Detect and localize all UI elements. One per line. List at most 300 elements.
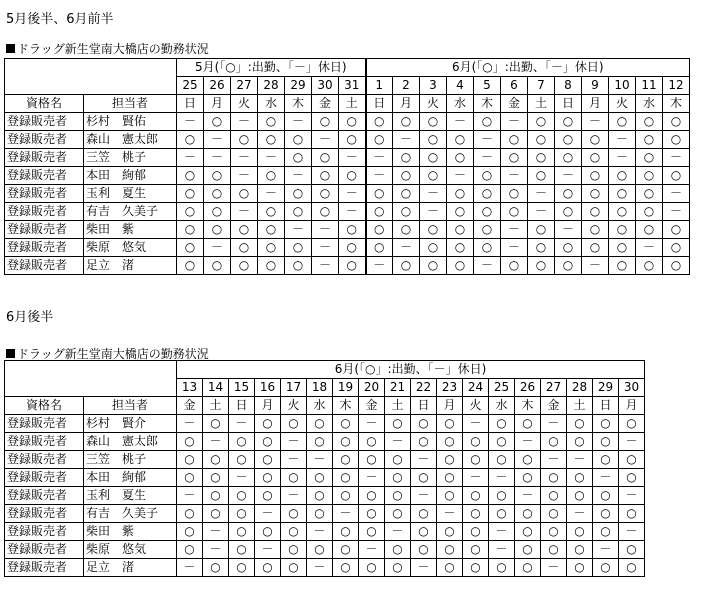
attendance-cell: － <box>285 167 312 185</box>
staff-name-cell: 柴原 悠気 <box>84 541 177 559</box>
attendance-cell: ○ <box>437 523 463 541</box>
attendance-cell: ○ <box>593 415 619 433</box>
date-cell: 4 <box>447 77 474 95</box>
attendance-cell: － <box>203 541 229 559</box>
attendance-cell: － <box>619 433 645 451</box>
attendance-cell: － <box>609 149 636 167</box>
attendance-cell: ○ <box>177 541 203 559</box>
weekday-cell: 木 <box>285 95 312 113</box>
attendance-cell: － <box>515 433 541 451</box>
attendance-cell: － <box>177 487 203 505</box>
date-cell: 9 <box>582 77 609 95</box>
attendance-cell: ○ <box>463 541 489 559</box>
date-cell: 30 <box>312 77 339 95</box>
date-cell: 17 <box>281 379 307 397</box>
column-header-person: 担当者 <box>84 95 177 113</box>
attendance-cell: ○ <box>474 239 501 257</box>
attendance-cell: ○ <box>501 149 528 167</box>
attendance-cell: ○ <box>177 433 203 451</box>
date-cell: 30 <box>619 379 645 397</box>
attendance-cell: － <box>385 523 411 541</box>
attendance-cell: － <box>359 469 385 487</box>
staff-row <box>5 415 645 433</box>
date-cell: 11 <box>636 77 663 95</box>
attendance-cell: ○ <box>474 185 501 203</box>
attendance-cell: － <box>501 167 528 185</box>
attendance-cell: ○ <box>366 185 393 203</box>
weekday-cell: 金 <box>177 397 203 415</box>
attendance-cell: － <box>204 149 231 167</box>
attendance-cell: ○ <box>489 505 515 523</box>
attendance-cell: － <box>285 113 312 131</box>
attendance-cell: ○ <box>231 257 258 275</box>
attendance-cell: ○ <box>393 257 420 275</box>
attendance-cell: － <box>411 559 437 577</box>
attendance-cell: ○ <box>385 469 411 487</box>
weekday-cell: 日 <box>177 95 204 113</box>
attendance-cell: ○ <box>474 113 501 131</box>
attendance-cell: － <box>231 149 258 167</box>
attendance-cell: － <box>567 451 593 469</box>
attendance-cell: ○ <box>489 415 515 433</box>
attendance-cell: ○ <box>307 433 333 451</box>
attendance-cell: － <box>636 239 663 257</box>
attendance-cell: ○ <box>255 433 281 451</box>
attendance-cell: － <box>333 505 359 523</box>
date-cell: 26 <box>204 77 231 95</box>
attendance-cell: － <box>447 167 474 185</box>
attendance-cell: － <box>501 221 528 239</box>
qualification-cell: 登録販売者 <box>5 415 84 433</box>
date-cell: 19 <box>333 379 359 397</box>
attendance-cell: ○ <box>339 257 366 275</box>
date-cell: 28 <box>567 379 593 397</box>
attendance-cell: ○ <box>231 131 258 149</box>
attendance-cell: ○ <box>437 487 463 505</box>
attendance-cell: ○ <box>463 523 489 541</box>
header-blank <box>5 361 177 397</box>
date-cell: 27 <box>541 379 567 397</box>
attendance-cell: ○ <box>541 505 567 523</box>
attendance-cell: ○ <box>312 203 339 221</box>
attendance-cell: － <box>663 203 690 221</box>
weekday-cell: 月 <box>204 95 231 113</box>
attendance-cell: ○ <box>447 185 474 203</box>
attendance-cell: ○ <box>359 433 385 451</box>
attendance-cell: ○ <box>411 415 437 433</box>
attendance-cell: － <box>609 131 636 149</box>
attendance-cell: ○ <box>281 523 307 541</box>
attendance-cell: ○ <box>501 203 528 221</box>
staff-name-cell: 本田 絢郁 <box>84 167 177 185</box>
qualification-cell: 登録販売者 <box>5 185 84 203</box>
attendance-cell: － <box>312 221 339 239</box>
attendance-cell: ○ <box>258 257 285 275</box>
qualification-cell: 登録販売者 <box>5 149 84 167</box>
attendance-cell: ○ <box>333 559 359 577</box>
attendance-cell: ○ <box>204 167 231 185</box>
attendance-cell: ○ <box>528 167 555 185</box>
attendance-cell: ○ <box>582 221 609 239</box>
weekday-cell: 金 <box>541 397 567 415</box>
staff-name-cell: 杉村 賢介 <box>84 415 177 433</box>
attendance-cell: ○ <box>229 541 255 559</box>
weekday-cell: 火 <box>463 397 489 415</box>
attendance-cell: － <box>231 167 258 185</box>
attendance-cell: ○ <box>307 505 333 523</box>
date-cell: 29 <box>593 379 619 397</box>
attendance-cell: ○ <box>567 559 593 577</box>
attendance-cell: － <box>489 469 515 487</box>
attendance-cell: ○ <box>204 203 231 221</box>
attendance-cell: ○ <box>663 131 690 149</box>
attendance-cell: ○ <box>177 239 204 257</box>
attendance-cell: ○ <box>463 487 489 505</box>
attendance-cell: ○ <box>393 113 420 131</box>
attendance-cell: ○ <box>229 523 255 541</box>
qualification-cell: 登録販売者 <box>5 221 84 239</box>
attendance-cell: － <box>541 559 567 577</box>
attendance-cell: ○ <box>515 451 541 469</box>
attendance-cell: ○ <box>437 559 463 577</box>
attendance-cell: － <box>411 451 437 469</box>
attendance-cell: － <box>312 131 339 149</box>
header-blank <box>5 59 177 95</box>
attendance-cell: － <box>582 257 609 275</box>
staff-row <box>5 505 645 523</box>
attendance-cell: ○ <box>474 167 501 185</box>
weekday-cell: 水 <box>636 95 663 113</box>
attendance-cell: ○ <box>366 131 393 149</box>
attendance-cell: ○ <box>229 487 255 505</box>
weekday-cell: 金 <box>312 95 339 113</box>
staff-name-cell: 柴田 紫 <box>84 221 177 239</box>
attendance-cell: ○ <box>528 113 555 131</box>
month-header-row <box>5 361 645 379</box>
attendance-cell: ○ <box>555 257 582 275</box>
attendance-cell: － <box>393 239 420 257</box>
attendance-cell: － <box>593 541 619 559</box>
attendance-cell: ○ <box>203 469 229 487</box>
attendance-cell: － <box>515 487 541 505</box>
attendance-cell: ○ <box>501 185 528 203</box>
attendance-cell: ○ <box>231 221 258 239</box>
attendance-cell: － <box>541 415 567 433</box>
attendance-cell: ○ <box>447 239 474 257</box>
attendance-cell: ○ <box>281 541 307 559</box>
attendance-cell: ○ <box>619 451 645 469</box>
attendance-cell: － <box>420 185 447 203</box>
date-cell: 31 <box>339 77 366 95</box>
attendance-cell: － <box>307 559 333 577</box>
attendance-cell: ○ <box>463 451 489 469</box>
date-cell: 3 <box>420 77 447 95</box>
qualification-cell: 登録販売者 <box>5 167 84 185</box>
attendance-cell: ○ <box>463 433 489 451</box>
section1-store-name: ドラッグ新生堂南大橋店の勤務状況 <box>17 42 209 56</box>
attendance-cell: － <box>281 487 307 505</box>
attendance-cell: ○ <box>285 257 312 275</box>
attendance-cell: － <box>203 523 229 541</box>
attendance-cell: － <box>463 469 489 487</box>
qualification-cell: 登録販売者 <box>5 505 84 523</box>
attendance-cell: － <box>255 541 281 559</box>
weekday-cell: 日 <box>593 397 619 415</box>
attendance-cell: － <box>312 257 339 275</box>
weekday-row <box>5 95 690 113</box>
attendance-cell: ○ <box>593 451 619 469</box>
attendance-cell: － <box>663 149 690 167</box>
attendance-cell: ○ <box>333 487 359 505</box>
attendance-cell: ○ <box>359 559 385 577</box>
attendance-cell: ○ <box>489 559 515 577</box>
attendance-cell: － <box>593 469 619 487</box>
attendance-cell: ○ <box>307 541 333 559</box>
staff-row <box>5 221 690 239</box>
attendance-cell: ○ <box>411 433 437 451</box>
attendance-cell: ○ <box>582 239 609 257</box>
attendance-cell: ○ <box>501 131 528 149</box>
date-cell: 16 <box>255 379 281 397</box>
attendance-cell: ○ <box>567 541 593 559</box>
attendance-cell: － <box>229 469 255 487</box>
attendance-cell: ○ <box>177 505 203 523</box>
attendance-cell: ○ <box>528 131 555 149</box>
qualification-cell: 登録販売者 <box>5 257 84 275</box>
date-cell: 7 <box>528 77 555 95</box>
attendance-cell: － <box>555 221 582 239</box>
date-cell: 14 <box>203 379 229 397</box>
attendance-cell: ○ <box>515 559 541 577</box>
attendance-cell: ○ <box>567 469 593 487</box>
attendance-cell: ○ <box>515 469 541 487</box>
attendance-cell: ○ <box>474 221 501 239</box>
attendance-cell: ○ <box>333 451 359 469</box>
attendance-cell: － <box>437 505 463 523</box>
attendance-cell: ○ <box>582 149 609 167</box>
date-cell: 25 <box>177 77 204 95</box>
attendance-cell: ○ <box>447 203 474 221</box>
date-cell: 5 <box>474 77 501 95</box>
attendance-cell: ○ <box>609 113 636 131</box>
month-header: 6月(「○」:出勤、「－」休日) <box>366 59 690 77</box>
attendance-cell: － <box>474 257 501 275</box>
attendance-cell: － <box>229 415 255 433</box>
attendance-cell: ○ <box>609 239 636 257</box>
weekday-cell: 金 <box>501 95 528 113</box>
attendance-cell: ○ <box>555 239 582 257</box>
attendance-cell: ○ <box>447 221 474 239</box>
attendance-cell: ○ <box>636 221 663 239</box>
attendance-cell: ○ <box>593 433 619 451</box>
attendance-cell: ○ <box>528 149 555 167</box>
attendance-cell: ○ <box>359 523 385 541</box>
column-header-qualification: 資格名 <box>5 397 84 415</box>
attendance-cell: － <box>258 185 285 203</box>
date-cell: 28 <box>258 77 285 95</box>
attendance-cell: ○ <box>255 523 281 541</box>
attendance-cell: ○ <box>203 505 229 523</box>
weekday-cell: 火 <box>231 95 258 113</box>
attendance-cell: ○ <box>555 113 582 131</box>
attendance-cell: ○ <box>312 185 339 203</box>
attendance-cell: ○ <box>339 239 366 257</box>
attendance-cell: ○ <box>255 415 281 433</box>
attendance-cell: － <box>463 415 489 433</box>
attendance-cell: － <box>339 203 366 221</box>
weekday-cell: 火 <box>420 95 447 113</box>
bullet-square-icon <box>6 349 15 358</box>
attendance-cell: ○ <box>609 221 636 239</box>
staff-row <box>5 149 690 167</box>
staff-name-cell: 森山 憲太郎 <box>84 131 177 149</box>
weekday-cell: 日 <box>411 397 437 415</box>
weekday-cell: 水 <box>307 397 333 415</box>
weekday-cell: 月 <box>393 95 420 113</box>
date-cell: 12 <box>663 77 690 95</box>
attendance-cell: ○ <box>619 505 645 523</box>
attendance-cell: ○ <box>619 559 645 577</box>
date-cell: 26 <box>515 379 541 397</box>
qualification-cell: 登録販売者 <box>5 131 84 149</box>
attendance-cell: － <box>582 113 609 131</box>
attendance-cell: － <box>474 149 501 167</box>
attendance-cell: ○ <box>447 131 474 149</box>
attendance-cell: － <box>411 487 437 505</box>
weekday-row <box>5 397 645 415</box>
attendance-cell: ○ <box>177 257 204 275</box>
attendance-cell: ○ <box>203 415 229 433</box>
attendance-cell: － <box>567 505 593 523</box>
bullet-square-icon <box>6 44 15 53</box>
attendance-cell: － <box>255 505 281 523</box>
attendance-cell: ○ <box>333 469 359 487</box>
attendance-cell: － <box>663 185 690 203</box>
section1-store-title <box>6 40 209 57</box>
attendance-cell: ○ <box>593 523 619 541</box>
attendance-cell: ○ <box>231 185 258 203</box>
attendance-cell: － <box>177 559 203 577</box>
attendance-cell: ○ <box>281 415 307 433</box>
attendance-cell: ○ <box>203 451 229 469</box>
date-cell: 10 <box>609 77 636 95</box>
month-header: 6月(「○」:出勤、「－」休日) <box>177 361 645 379</box>
attendance-cell: ○ <box>663 113 690 131</box>
attendance-cell: － <box>501 113 528 131</box>
staff-row <box>5 257 690 275</box>
staff-name-cell: 玉利 夏生 <box>84 185 177 203</box>
attendance-cell: ○ <box>489 451 515 469</box>
attendance-cell: ○ <box>229 451 255 469</box>
attendance-cell: ○ <box>393 167 420 185</box>
attendance-cell: ○ <box>528 221 555 239</box>
attendance-cell: ○ <box>255 559 281 577</box>
attendance-cell: ○ <box>366 221 393 239</box>
attendance-cell: ○ <box>204 221 231 239</box>
attendance-cell: － <box>204 131 231 149</box>
attendance-cell: － <box>177 149 204 167</box>
attendance-cell: ○ <box>177 131 204 149</box>
attendance-cell: ○ <box>609 167 636 185</box>
attendance-cell: ○ <box>411 523 437 541</box>
attendance-cell: － <box>359 415 385 433</box>
attendance-cell: ○ <box>229 433 255 451</box>
date-cell: 2 <box>393 77 420 95</box>
attendance-cell: － <box>339 149 366 167</box>
attendance-cell: ○ <box>515 415 541 433</box>
section2-schedule-table <box>4 360 645 577</box>
attendance-cell: ○ <box>437 541 463 559</box>
attendance-cell: ○ <box>541 469 567 487</box>
attendance-cell: － <box>474 131 501 149</box>
qualification-cell: 登録販売者 <box>5 203 84 221</box>
date-cell: 1 <box>366 77 393 95</box>
attendance-cell: － <box>420 203 447 221</box>
attendance-cell: ○ <box>258 239 285 257</box>
date-cell: 24 <box>463 379 489 397</box>
date-cell: 25 <box>489 379 515 397</box>
attendance-cell: ○ <box>567 487 593 505</box>
section1-schedule-table <box>4 58 690 275</box>
staff-row <box>5 559 645 577</box>
attendance-cell: － <box>385 433 411 451</box>
attendance-cell: ○ <box>474 203 501 221</box>
attendance-cell: ○ <box>255 487 281 505</box>
date-cell: 27 <box>231 77 258 95</box>
attendance-cell: － <box>177 113 204 131</box>
attendance-cell: ○ <box>437 415 463 433</box>
weekday-cell: 土 <box>339 95 366 113</box>
attendance-cell: ○ <box>555 131 582 149</box>
attendance-cell: － <box>366 257 393 275</box>
attendance-cell: － <box>528 185 555 203</box>
attendance-cell: ○ <box>420 113 447 131</box>
attendance-cell: ○ <box>582 131 609 149</box>
attendance-cell: ○ <box>411 469 437 487</box>
attendance-cell: － <box>393 131 420 149</box>
attendance-cell: ○ <box>258 203 285 221</box>
attendance-cell: ○ <box>593 487 619 505</box>
weekday-cell: 日 <box>229 397 255 415</box>
attendance-cell: ○ <box>609 257 636 275</box>
attendance-cell: ○ <box>385 451 411 469</box>
attendance-cell: ○ <box>463 505 489 523</box>
attendance-cell: ○ <box>541 523 567 541</box>
weekday-cell: 金 <box>359 397 385 415</box>
attendance-cell: ○ <box>541 541 567 559</box>
attendance-cell: ○ <box>307 487 333 505</box>
weekday-cell: 土 <box>567 397 593 415</box>
attendance-cell: ○ <box>231 239 258 257</box>
attendance-cell: ○ <box>515 541 541 559</box>
attendance-cell: － <box>359 541 385 559</box>
attendance-cell: ○ <box>555 149 582 167</box>
attendance-cell: ○ <box>636 131 663 149</box>
staff-row <box>5 541 645 559</box>
attendance-cell: ○ <box>663 257 690 275</box>
attendance-cell: － <box>204 239 231 257</box>
weekday-cell: 木 <box>333 397 359 415</box>
attendance-cell: ○ <box>229 505 255 523</box>
attendance-cell: ○ <box>203 559 229 577</box>
attendance-cell: ○ <box>411 505 437 523</box>
attendance-cell: － <box>203 433 229 451</box>
weekday-cell: 木 <box>515 397 541 415</box>
attendance-cell: － <box>281 433 307 451</box>
attendance-cell: － <box>177 415 203 433</box>
staff-row <box>5 523 645 541</box>
attendance-cell: ○ <box>177 451 203 469</box>
